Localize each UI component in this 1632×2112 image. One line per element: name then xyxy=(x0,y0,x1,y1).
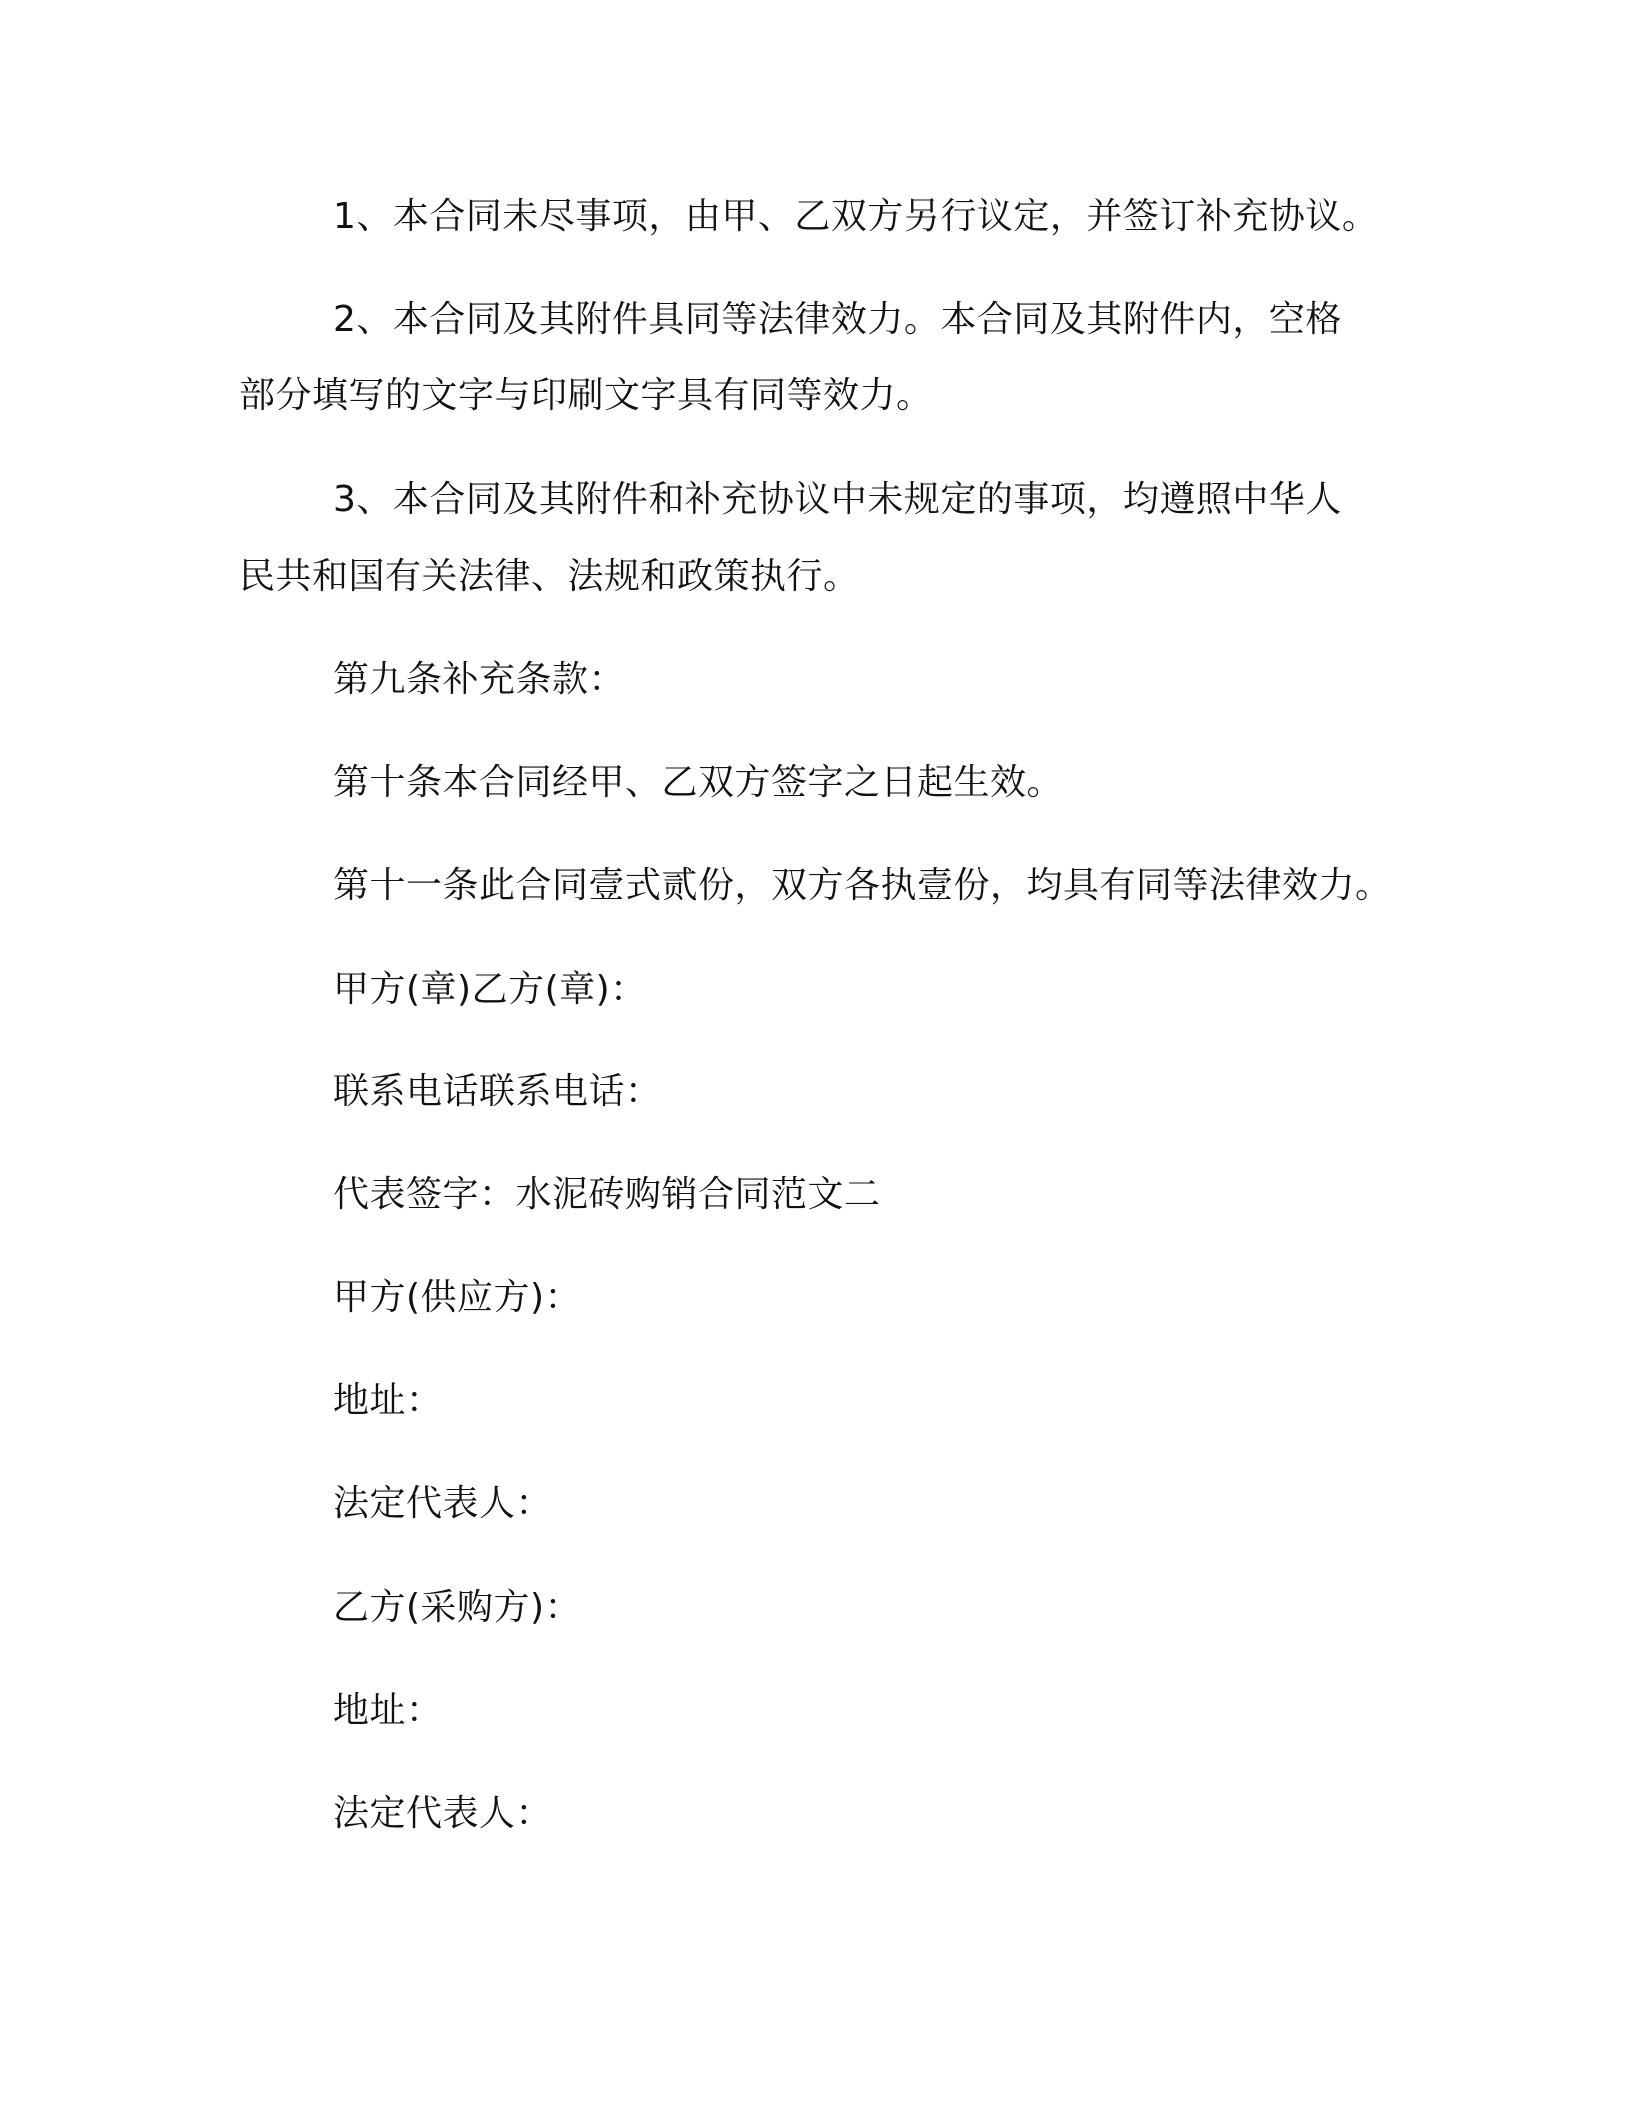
party-a-legal-rep: 法定代表人： xyxy=(333,1483,553,1524)
contact-phones: 联系电话联系电话： xyxy=(333,1071,662,1112)
clause-3-line-1: 3、本合同及其附件和补充协议中未规定的事项，均遵照中华人 xyxy=(333,479,1342,520)
party-b-address: 地址： xyxy=(333,1690,443,1731)
clause-2-line-2: 部分填写的文字与印刷文字具有同等效力。 xyxy=(239,375,933,416)
party-seals: 甲方(章)乙方(章)： xyxy=(333,969,647,1010)
party-b-label: 乙方(采购方)： xyxy=(333,1587,582,1628)
clause-2-line-1: 2、本合同及其附件具同等法律效力。本合同及其附件内，空格 xyxy=(333,299,1342,340)
article-11: 第十一条此合同壹式贰份，双方各执壹份，均具有同等法律效力。 xyxy=(333,865,1392,906)
rep-signature: 代表签字：水泥砖购销合同范文二 xyxy=(333,1174,881,1215)
party-b-legal-rep: 法定代表人： xyxy=(333,1793,553,1834)
clause-3-line-2: 民共和国有关法律、法规和政策执行。 xyxy=(239,556,860,597)
article-9: 第九条补充条款： xyxy=(333,659,626,700)
clause-1-line-1: 1、本合同未尽事项，由甲、乙双方另行议定，并签订补充协议。 xyxy=(333,196,1379,237)
party-a-address: 地址： xyxy=(333,1380,443,1421)
article-10: 第十条本合同经甲、乙双方签字之日起生效。 xyxy=(333,762,1064,803)
party-a-label: 甲方(供应方)： xyxy=(333,1277,582,1318)
